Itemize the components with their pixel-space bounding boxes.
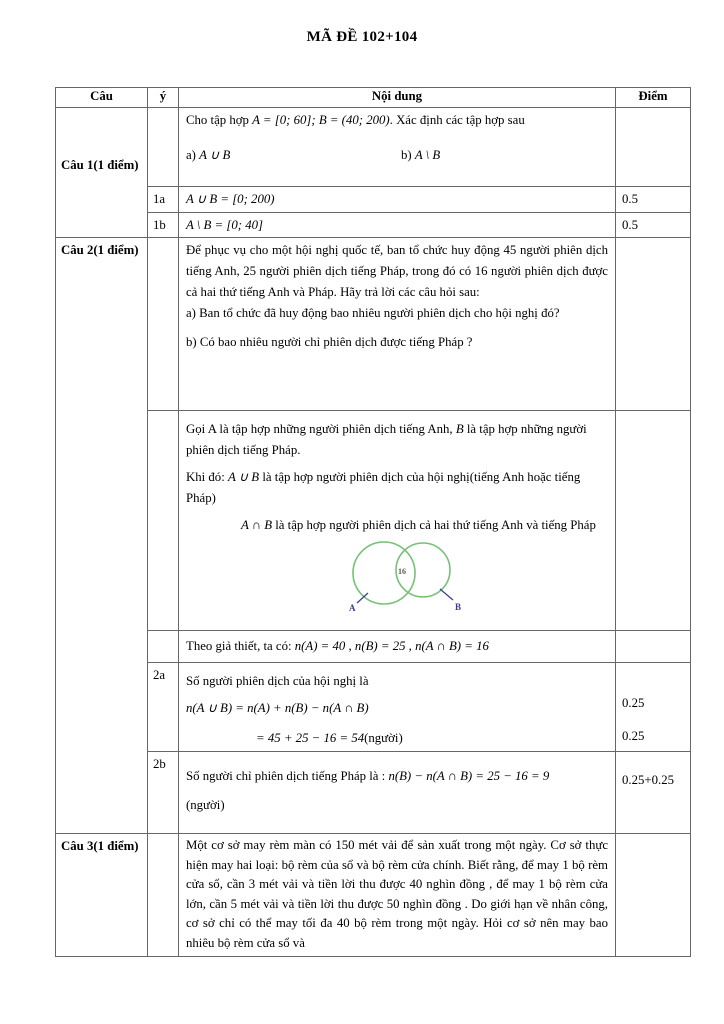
table-header-row bbox=[56, 88, 691, 108]
row-1a-math: A ∪ B = [0; 200) bbox=[186, 192, 275, 206]
cau3-y-empty-cell bbox=[148, 834, 179, 957]
cau2-solution-s3 bbox=[186, 515, 608, 536]
row-2b-line2: (người) bbox=[186, 798, 225, 812]
row-1b-math: A \ B = [0; 40] bbox=[186, 218, 264, 232]
s1-pre: Gọi A là tập hợp những người phiên dịch tiếng Anh, bbox=[186, 422, 456, 436]
cau2-problem-cell bbox=[179, 238, 616, 411]
cau1-intro-math: A = [0; 60]; B = (40; 200) bbox=[252, 113, 390, 127]
row-2b-line1 bbox=[186, 766, 608, 787]
row-2b-pre: Số người chỉ phiên dịch tiếng Pháp là : bbox=[186, 769, 389, 783]
cau2-solution-score-cell bbox=[616, 411, 691, 631]
venn-diagram bbox=[336, 540, 486, 624]
row-1a-score-cell: 0.5 bbox=[616, 187, 691, 213]
header-y: ý bbox=[148, 88, 179, 108]
s1-post: là tập hợp những người phiên dịch tiếng Pháp. bbox=[186, 422, 587, 457]
cau2-given-y-cell bbox=[148, 631, 179, 663]
row-2b-score: 0.25+0.25 bbox=[622, 773, 675, 787]
cau2-given-score-cell bbox=[616, 631, 691, 663]
table-row bbox=[56, 752, 691, 834]
cau1-label-cell: Câu 1(1 điểm) bbox=[56, 108, 148, 238]
row-2b-math: n(B) − n(A ∩ B) = 25 − 16 = 9 bbox=[388, 769, 550, 783]
cau2-problem-p2: a) Ban tổ chức đã huy động bao nhiêu người phiên dịch cho hội nghị đó? bbox=[186, 306, 560, 320]
row-2a-score-2: 0.25 bbox=[622, 729, 645, 743]
row-1b-id-cell: 1b bbox=[148, 213, 179, 238]
s2-post: là tập hợp người phiên dịch của hội nghị(tiếng Anh hoặc tiếng Pháp) bbox=[186, 470, 581, 505]
row-2a-answer-cell bbox=[179, 663, 616, 752]
s3-post: là tập hợp người phiên dịch cả hai thứ tiếng Anh và tiếng Pháp bbox=[272, 518, 596, 532]
given-math: n(A) = 40 , n(B) = 25 , n(A ∩ B) = 16 bbox=[294, 639, 489, 653]
cau1-part-b bbox=[401, 148, 440, 162]
row-1b-answer-cell bbox=[179, 213, 616, 238]
venn-svg bbox=[336, 540, 476, 618]
table-row bbox=[56, 187, 691, 213]
table-row bbox=[56, 663, 691, 752]
venn-label-b: B bbox=[455, 602, 462, 612]
header-noi-dung: Nội dung bbox=[179, 88, 616, 108]
cau2-given-line bbox=[186, 636, 608, 657]
row-2a-score-1: 0.25 bbox=[622, 696, 645, 710]
table-row bbox=[56, 238, 691, 411]
cau3-label-cell: Câu 3(1 điểm) bbox=[56, 834, 148, 957]
table-row bbox=[56, 213, 691, 238]
row-2a-math1: n(A ∪ B) = n(A) + n(B) − n(A ∩ B) bbox=[186, 701, 369, 715]
cau2-label-cell: Câu 2(1 điểm) bbox=[56, 238, 148, 834]
cau1-part-b-math: A \ B bbox=[414, 148, 441, 162]
s1-math: B bbox=[455, 422, 464, 436]
header-cau: Câu bbox=[56, 88, 148, 108]
s2-math: A ∪ B bbox=[227, 470, 260, 484]
s3-math: A ∩ B bbox=[241, 518, 273, 532]
cau1-problem-line bbox=[186, 110, 608, 131]
given-pre: Theo giả thiết, ta có: bbox=[186, 639, 295, 653]
cau2-problem-p1: Để phục vụ cho một hội nghị quốc tế, ban tổ chức huy động 45 người phiên dịch tiếng Anh, 25 người phiên dịch tiếng Pháp, trong đó có 16 người phiên dịch được cả hai thứ tiếng Anh và Pháp. Hãy trả lời các câu hỏi sau: bbox=[186, 243, 608, 299]
cau1-part-a-label: a) bbox=[186, 148, 200, 162]
row-1a-answer-cell bbox=[179, 187, 616, 213]
row-2a-id-cell: 2a bbox=[148, 663, 179, 752]
row-2a-formula-2 bbox=[186, 728, 608, 749]
table-row bbox=[56, 631, 691, 663]
table-row bbox=[56, 411, 691, 631]
cau2-solution-s1 bbox=[186, 419, 608, 461]
cau2-solution-cell bbox=[179, 411, 616, 631]
cau1-intro-pre: Cho tập hợp bbox=[186, 113, 253, 127]
row-2a-math2-unit: (người) bbox=[364, 731, 403, 745]
s2-pre: Khi đó: bbox=[186, 470, 228, 484]
cau2-given-cell bbox=[179, 631, 616, 663]
cau1-part-b-label: b) bbox=[401, 148, 415, 162]
venn-leader-line-b bbox=[440, 589, 453, 600]
page-title: MÃ ĐỀ 102+104 bbox=[306, 29, 418, 45]
cau3-problem-text: Một cơ sở may rèm màn có 150 mét vải để sản xuất trong một ngày. Cơ sở thực hiện may hai loại: bộ rèm của sổ và bộ rèm cửa chính. Biết rằng, để may 1 bộ rèm cửa sổ, cần 3 mét vải và tiền lời thu được 40 nghìn đồng , để may 1 bộ rèm cửa lớn, cần 5 mét vải và tiền lời thu được 50 nghìn đồng . Do giới hạn về nhân công, cơ sở chỉ có thể may tối đa 40 bộ rèm trong một ngày. Hỏi cơ sở nên may bao nhiêu bộ rèm cửa sổ và bbox=[186, 838, 608, 950]
venn-intersection-value: 16 bbox=[398, 567, 406, 576]
cau1-parts-line bbox=[186, 145, 608, 165]
row-2a-intro: Số người phiên dịch của hội nghị là bbox=[186, 674, 369, 688]
cau1-part-a-math: A ∪ B bbox=[199, 148, 231, 162]
cau2-problem-p3: b) Có bao nhiêu người chỉ phiên dịch được tiếng Pháp ? bbox=[186, 335, 473, 349]
table-row bbox=[56, 834, 691, 957]
cau3-problem-cell bbox=[179, 834, 616, 957]
cau1-problem-cell bbox=[179, 108, 616, 187]
cau2-solution-s2 bbox=[186, 467, 608, 509]
cau2-solution-y-cell bbox=[148, 411, 179, 631]
answer-key-table bbox=[55, 87, 691, 957]
cau1-y-empty-cell bbox=[148, 108, 179, 187]
cau1-problem-score-cell bbox=[616, 108, 691, 187]
cau1-part-a bbox=[186, 145, 401, 165]
row-2b-score-cell bbox=[616, 752, 691, 834]
table-row bbox=[56, 108, 691, 187]
cau2-problem-score-cell bbox=[616, 238, 691, 411]
venn-label-a: A bbox=[349, 603, 356, 613]
row-2a-score-cell bbox=[616, 663, 691, 752]
cau1-intro-post: . Xác định các tập hợp sau bbox=[389, 113, 525, 127]
row-1b-score-cell: 0.5 bbox=[616, 213, 691, 238]
row-2a-formula-1 bbox=[186, 698, 608, 719]
cau2-y-empty-cell bbox=[148, 238, 179, 411]
row-2b-id-cell: 2b bbox=[148, 752, 179, 834]
header-diem: Điểm bbox=[616, 88, 691, 108]
row-2a-math2: = 45 + 25 − 16 = 54 bbox=[256, 731, 365, 745]
cau3-score-cell bbox=[616, 834, 691, 957]
row-1a-id-cell: 1a bbox=[148, 187, 179, 213]
row-2b-answer-cell bbox=[179, 752, 616, 834]
